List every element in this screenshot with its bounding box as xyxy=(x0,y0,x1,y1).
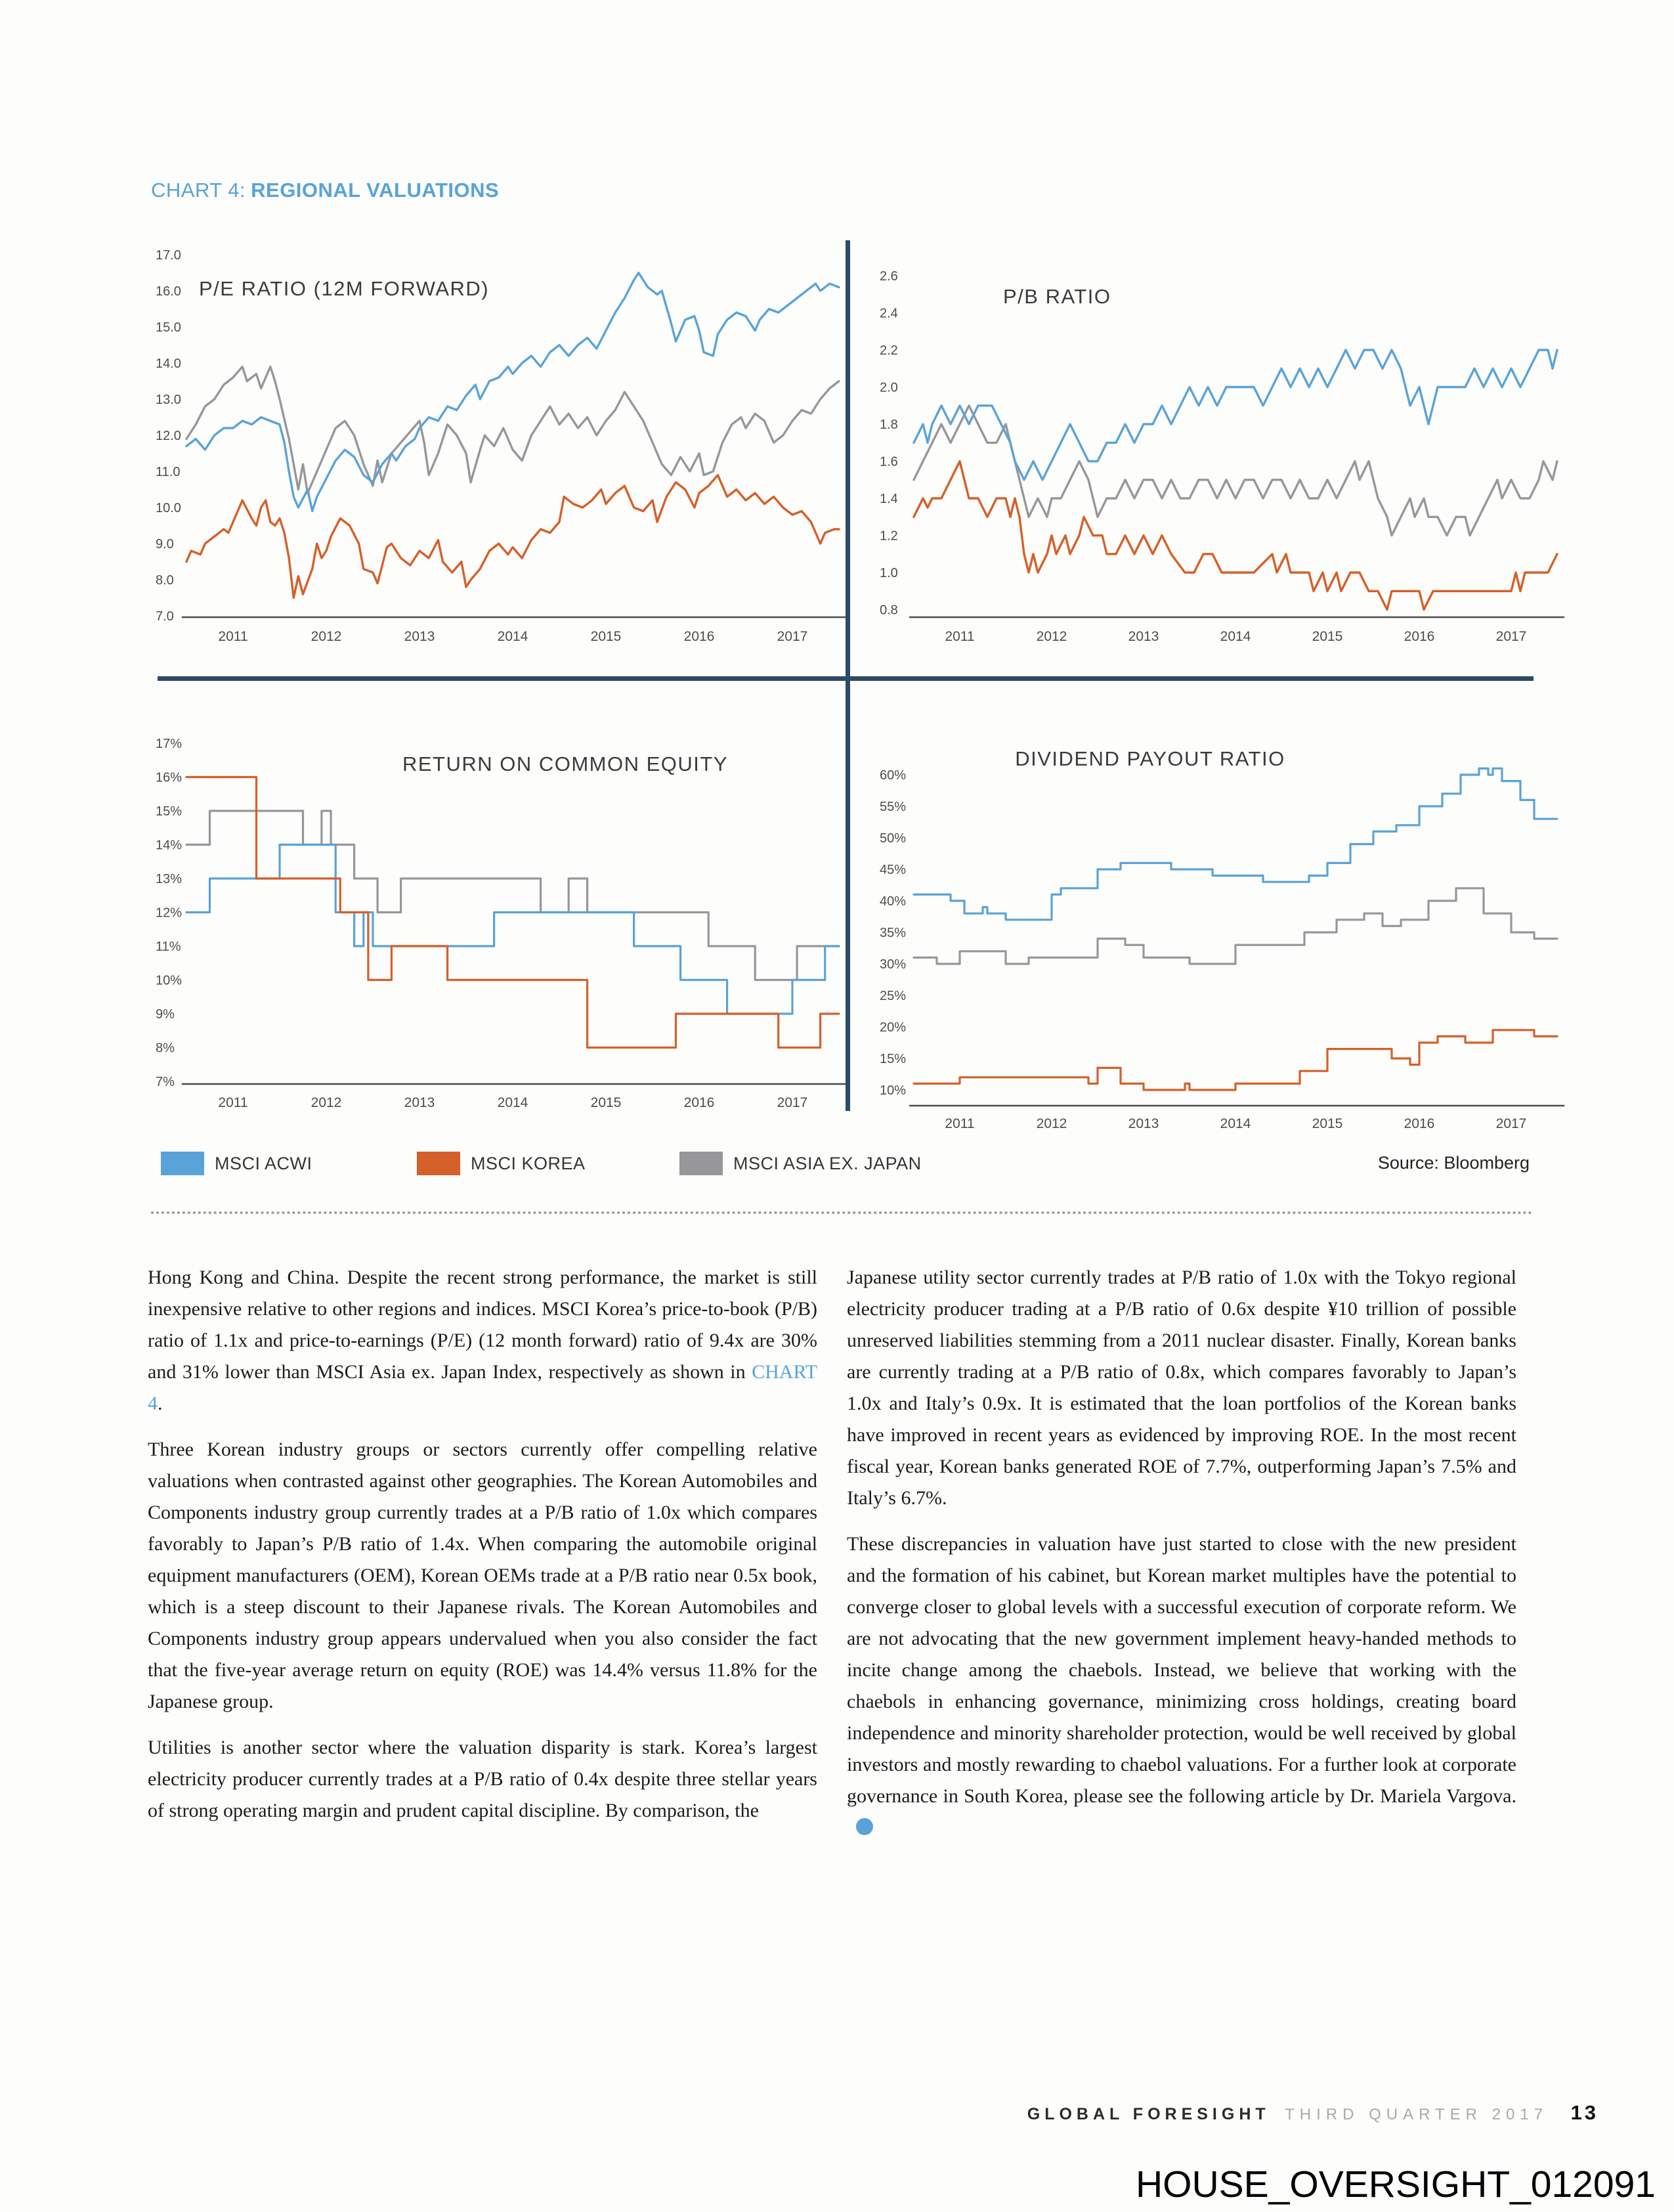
legend-swatch-korea xyxy=(417,1152,460,1175)
legend-label-asia: MSCI ASIA EX. JAPAN xyxy=(733,1153,922,1173)
roe-xtick: 2017 xyxy=(777,1095,808,1110)
legend-swatch-asia xyxy=(679,1152,723,1175)
body-column-left xyxy=(148,1262,817,1841)
pb-chart xyxy=(853,243,1561,676)
pe-xtick: 2017 xyxy=(777,629,808,644)
pe-chart xyxy=(148,243,850,676)
roe-ytick: 9% xyxy=(156,1007,175,1022)
dpr-xtick: 2011 xyxy=(945,1116,975,1131)
roe-series-msci-acwi xyxy=(186,845,839,1014)
chart-legend xyxy=(0,1150,1674,1181)
pb-xtick: 2011 xyxy=(945,629,975,644)
roe-ytick: 13% xyxy=(156,872,182,886)
vertical-divider xyxy=(846,240,850,1111)
paragraph-text: Hong Kong and China. Despite the recent strong performance, the market is still inexpensive relative to other regions and indices. MSCI Korea’s price-to-book (P/B) ratio of 1.1x and price-to-earnings (P/E) (12 month forward) ratio of 9.4x are 30% and 31% lower than MSCI Asia ex. Japan Index, respectively as shown in xyxy=(148,1267,817,1383)
pe-ytick: 16.0 xyxy=(156,284,181,299)
dotted-separator xyxy=(151,1211,1533,1214)
paragraph-text: These discrepancies in valuation have just started to close with the new president and the formation of his cabinet, but Korean market multiples have the potential to converge closer to global levels with a successful execution of corporate reform. We are not advocating that the new government implement heavy-handed methods to incite change among the chaebols. Instead, we believe that working with the chaebols in enhancing governance, minimizing cross holdings, creating board independence and minority shareholder protection, would be well received by global investors and mostly rewarding to chaebol valuations. For a further look at corporate governance in South Korea, please see the following article by Dr. Mariela Vargova. xyxy=(847,1533,1516,1807)
pe-series-msci-korea xyxy=(186,475,839,598)
legend-label-acwi: MSCI ACWI xyxy=(215,1153,312,1173)
chart-heading-title: REGIONAL VALUATIONS xyxy=(251,179,500,202)
roe-ytick: 10% xyxy=(156,973,182,988)
footer-page-number: 13 xyxy=(1570,2101,1599,2124)
document-id-watermark: HOUSE_OVERSIGHT_012091 xyxy=(1135,2163,1656,2205)
pe-xtick: 2014 xyxy=(497,629,528,644)
dpr-ytick: 40% xyxy=(880,894,907,909)
dpr-ytick: 60% xyxy=(880,768,907,783)
pb-ytick: 1.0 xyxy=(880,566,898,580)
roe-ytick: 8% xyxy=(156,1041,175,1056)
dpr-series-msci-korea xyxy=(914,1030,1557,1090)
paragraph: Three Korean industry groups or sectors currently offer compelling relative valuations when contrasted against other geographies. The Korean Automobiles and Components industry group currently trades at a P/B ratio of 1.0x which compares favorably to Japan’s P/B ratio of 1.4x. When comparing the automobile original equipment manufacturers (OEM), Korean OEMs trade at a P/B ratio near 0.5x book, which is a steep discount to their Japanese rivals. The Korean Automobiles and Components industry group appears undervalued when you also consider the fact that the five-year average return on equity (ROE) was 14.4% versus 11.8% for the Japanese group. xyxy=(148,1439,817,1712)
dpr-chart xyxy=(853,722,1561,1139)
pe-series-msci-asia-ex-japan xyxy=(186,367,839,494)
end-of-article-dot xyxy=(856,1818,873,1835)
paragraph-text: . xyxy=(158,1393,163,1414)
pe-ytick: 10.0 xyxy=(156,501,181,515)
roe-series-msci-asia-ex-japan xyxy=(186,811,839,980)
chart-4-reference-link[interactable]: CHART 4 xyxy=(148,1361,817,1414)
pb-xtick: 2012 xyxy=(1036,629,1067,644)
dpr-xtick: 2017 xyxy=(1495,1116,1527,1131)
dpr-chart-title: DIVIDEND PAYOUT RATIO xyxy=(1015,747,1285,770)
pe-ytick: 14.0 xyxy=(156,357,181,371)
dpr-xtick: 2015 xyxy=(1312,1116,1343,1131)
footer-brand: GLOBAL FORESIGHT xyxy=(1027,2105,1270,2123)
page-footer xyxy=(1027,2101,1599,2125)
body-column-right xyxy=(847,1262,1516,1858)
roe-xtick: 2012 xyxy=(311,1095,342,1110)
roe-ytick: 15% xyxy=(156,804,182,819)
pb-xtick: 2015 xyxy=(1312,629,1343,644)
pb-ytick: 2.2 xyxy=(880,343,898,358)
roe-chart-title: RETURN ON COMMON EQUITY xyxy=(402,752,729,775)
pb-xtick: 2013 xyxy=(1128,629,1159,644)
pb-xtick: 2017 xyxy=(1495,629,1527,644)
pb-chart-title: P/B RATIO xyxy=(1003,285,1111,308)
pe-xtick: 2016 xyxy=(683,629,715,644)
pb-ytick: 1.8 xyxy=(880,418,898,432)
dpr-ytick: 45% xyxy=(880,863,907,877)
pe-series-msci-acwi xyxy=(186,273,839,511)
legend-item-msci-acwi xyxy=(161,1150,312,1177)
roe-xtick: 2015 xyxy=(590,1095,622,1110)
dpr-xtick: 2014 xyxy=(1220,1116,1251,1131)
chart-heading xyxy=(151,179,499,202)
dpr-ytick: 30% xyxy=(880,957,907,972)
source-note: Source: Bloomberg xyxy=(1377,1153,1530,1173)
roe-ytick: 11% xyxy=(156,940,181,954)
chart-heading-prefix: CHART 4: xyxy=(151,179,246,202)
dpr-ytick: 20% xyxy=(880,1020,907,1035)
dpr-ytick: 15% xyxy=(880,1052,907,1066)
pe-ytick: 9.0 xyxy=(156,537,174,552)
roe-ytick: 12% xyxy=(156,905,182,921)
pe-ytick: 12.0 xyxy=(156,429,181,443)
footer-issue: THIRD QUARTER 2017 xyxy=(1285,2106,1549,2123)
pb-ytick: 1.4 xyxy=(880,492,898,506)
pe-ytick: 11.0 xyxy=(156,465,181,479)
roe-ytick: 16% xyxy=(156,770,182,785)
pe-xtick: 2013 xyxy=(404,629,435,644)
dpr-series-msci-asia-ex-japan xyxy=(914,888,1557,964)
roe-xtick: 2013 xyxy=(404,1095,435,1110)
dpr-ytick: 55% xyxy=(880,800,907,814)
pb-series-msci-korea xyxy=(914,462,1557,610)
paragraph: Japanese utility sector currently trades at P/B ratio of 1.0x with the Tokyo regional electricity producer trading at a P/B ratio of 0.6x despite ¥10 trillion of possible unreserved liabilities stemming from a 2011 nuclear disaster. Finally, Korean banks are currently trading at a P/B ratio of 0.8x, which compares favorably to Japan’s 1.0x and Italy’s 0.9x. It is estimated that the loan portfolios of the Korean banks have improved in recent years as evidenced by improving ROE. In the most recent fiscal year, Korean banks generated ROE of 7.7%, outperforming Japan’s 7.5% and Italy’s 6.7%. xyxy=(847,1267,1516,1509)
roe-chart xyxy=(148,722,850,1133)
dpr-xtick: 2013 xyxy=(1128,1116,1159,1131)
pb-xtick: 2016 xyxy=(1404,629,1435,644)
pe-xtick: 2012 xyxy=(311,629,342,644)
legend-swatch-acwi xyxy=(161,1152,204,1175)
horizontal-divider xyxy=(158,676,1534,681)
pe-ytick: 13.0 xyxy=(156,393,181,407)
pb-ytick: 2.6 xyxy=(880,269,898,284)
pb-ytick: 2.0 xyxy=(880,380,898,395)
pb-series-msci-acwi xyxy=(914,350,1557,480)
roe-ytick: 17% xyxy=(156,737,182,751)
dpr-ytick: 25% xyxy=(880,989,907,1003)
dpr-series-msci-acwi xyxy=(914,768,1557,919)
pb-ytick: 0.8 xyxy=(880,603,898,618)
paragraph: Utilities is another sector where the valuation disparity is stark. Korea’s largest electricity producer currently trades at a P/B ratio of 0.4x despite three stellar years of strong operating margin and prudent capital discipline. By comparison, the xyxy=(148,1737,817,1821)
pe-xtick: 2011 xyxy=(218,629,248,644)
pe-xtick: 2015 xyxy=(590,629,622,644)
paragraph xyxy=(148,1262,817,1420)
legend-item-msci-asia-ex-japan xyxy=(679,1150,922,1177)
pb-ytick: 2.4 xyxy=(880,306,898,321)
pe-chart-title: P/E RATIO (12M FORWARD) xyxy=(199,277,490,300)
pe-ytick: 8.0 xyxy=(156,573,174,588)
roe-xtick: 2014 xyxy=(497,1095,528,1110)
pb-ytick: 1.2 xyxy=(880,529,898,544)
dpr-xtick: 2012 xyxy=(1036,1116,1067,1131)
roe-xtick: 2011 xyxy=(218,1095,248,1110)
pe-ytick: 15.0 xyxy=(156,320,181,335)
pe-ytick: 7.0 xyxy=(156,609,174,624)
legend-label-korea: MSCI KOREA xyxy=(471,1153,586,1173)
dpr-ytick: 50% xyxy=(880,831,907,846)
paragraph xyxy=(847,1529,1516,1844)
legend-item-msci-korea xyxy=(417,1150,586,1177)
dpr-xtick: 2016 xyxy=(1404,1116,1435,1131)
roe-xtick: 2016 xyxy=(683,1095,715,1110)
pb-xtick: 2014 xyxy=(1220,629,1251,644)
roe-ytick: 14% xyxy=(156,838,182,853)
dpr-ytick: 35% xyxy=(880,926,907,940)
pe-ytick: 17.0 xyxy=(156,248,181,263)
dpr-ytick: 10% xyxy=(880,1083,907,1098)
roe-ytick: 7% xyxy=(156,1075,175,1089)
pb-ytick: 1.6 xyxy=(880,454,898,469)
